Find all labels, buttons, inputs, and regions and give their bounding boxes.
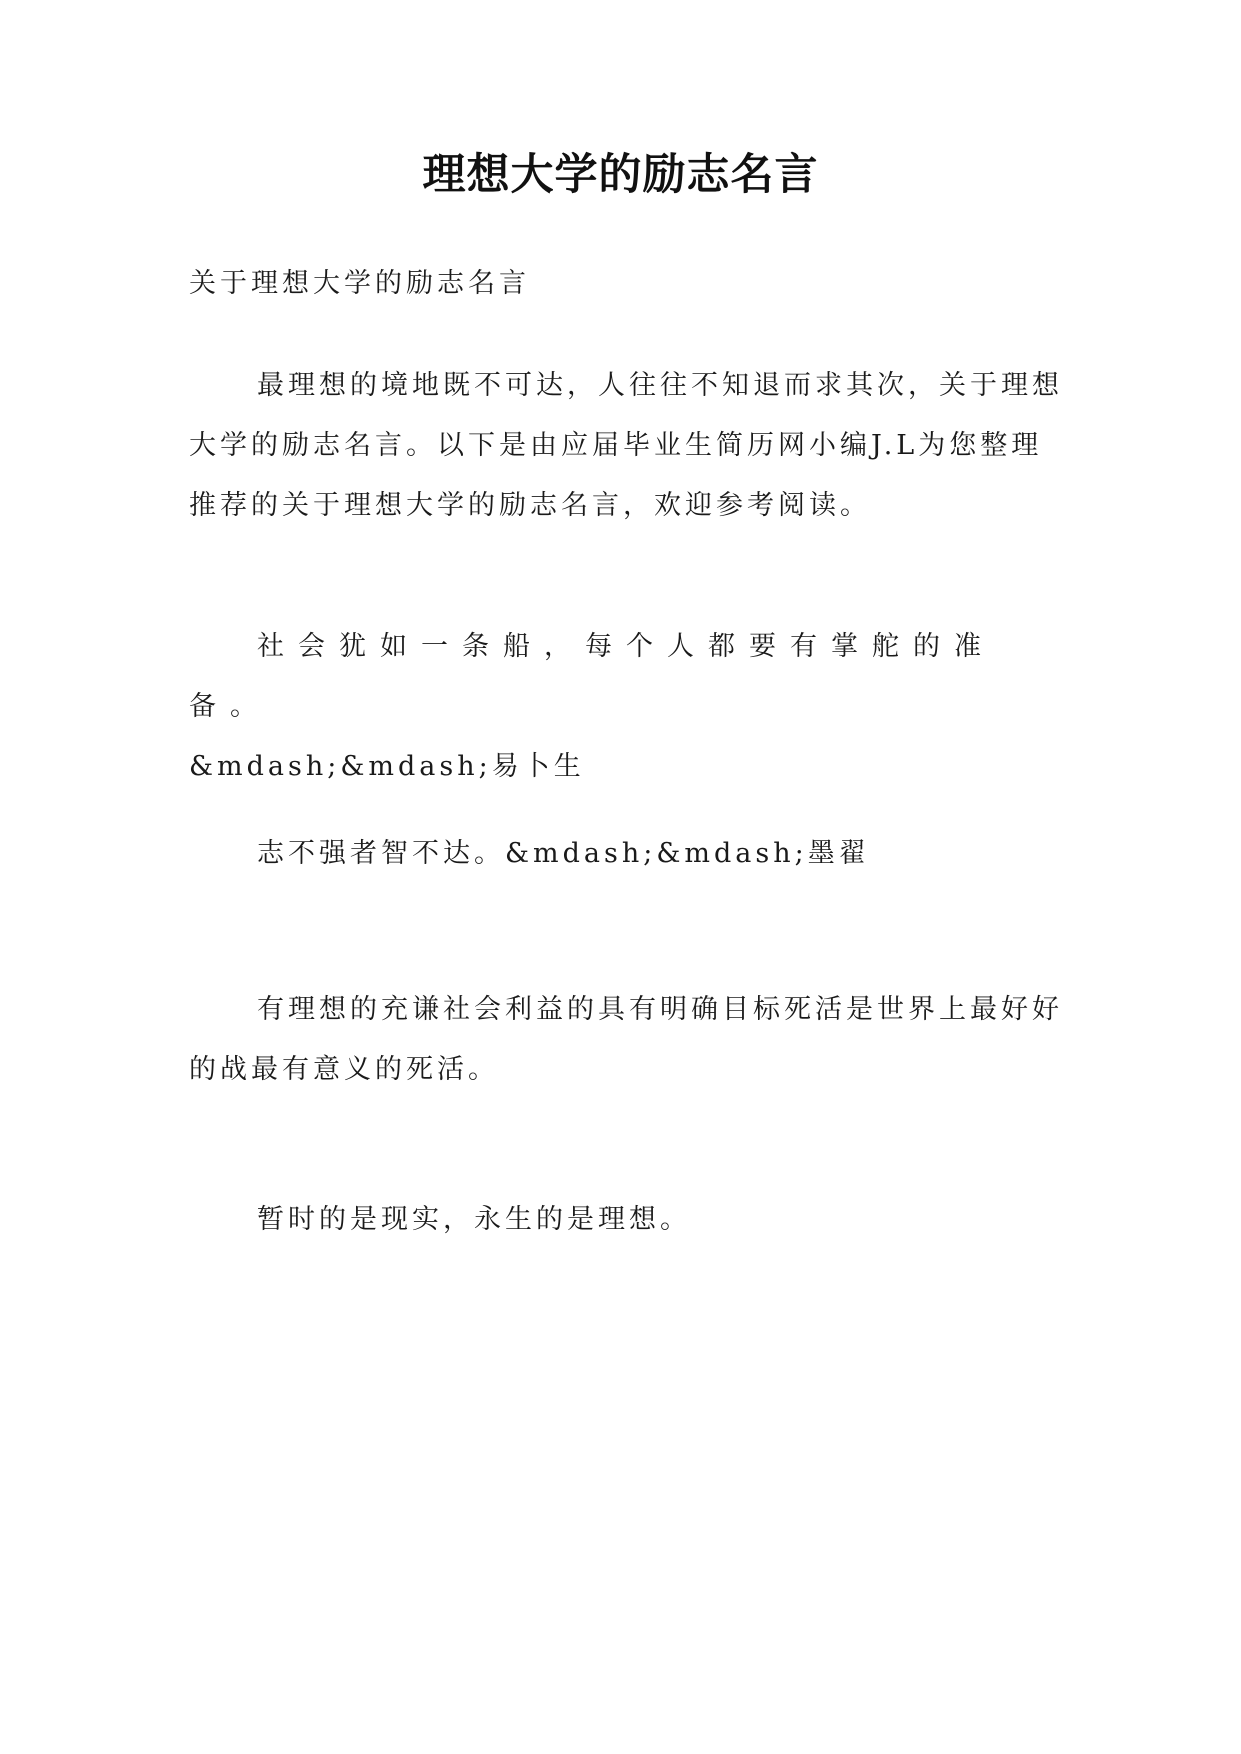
quote-1-author: &mdash;&mdash;易卜生 xyxy=(189,751,585,782)
quote-paragraph-2: 志不强者智不达。&mdash;&mdash;墨翟 xyxy=(257,838,870,869)
quote-paragraph-3: 有理想的充谦社会利益的具有明确目标死活是世界上最好好的战最有意义的死活。 xyxy=(189,994,1063,1085)
quote-1-text: 社会犹如一条船，每个人都要有掌舵的准备。 xyxy=(189,631,995,722)
quote-paragraph-1 xyxy=(189,617,1069,797)
document-title: 理想大学的励志名言 xyxy=(422,150,819,200)
quote-paragraph-4: 暂时的是现实，永生的是理想。 xyxy=(257,1204,691,1235)
document-subtitle: 关于理想大学的励志名言 xyxy=(189,268,530,299)
intro-paragraph: 最理想的境地既不可达，人往往不知退而求其次，关于理想大学的励志名言。以下是由应届毕业生简历网小编J.L为您整理推荐的关于理想大学的励志名言，欢迎参考阅读。 xyxy=(189,370,1063,521)
